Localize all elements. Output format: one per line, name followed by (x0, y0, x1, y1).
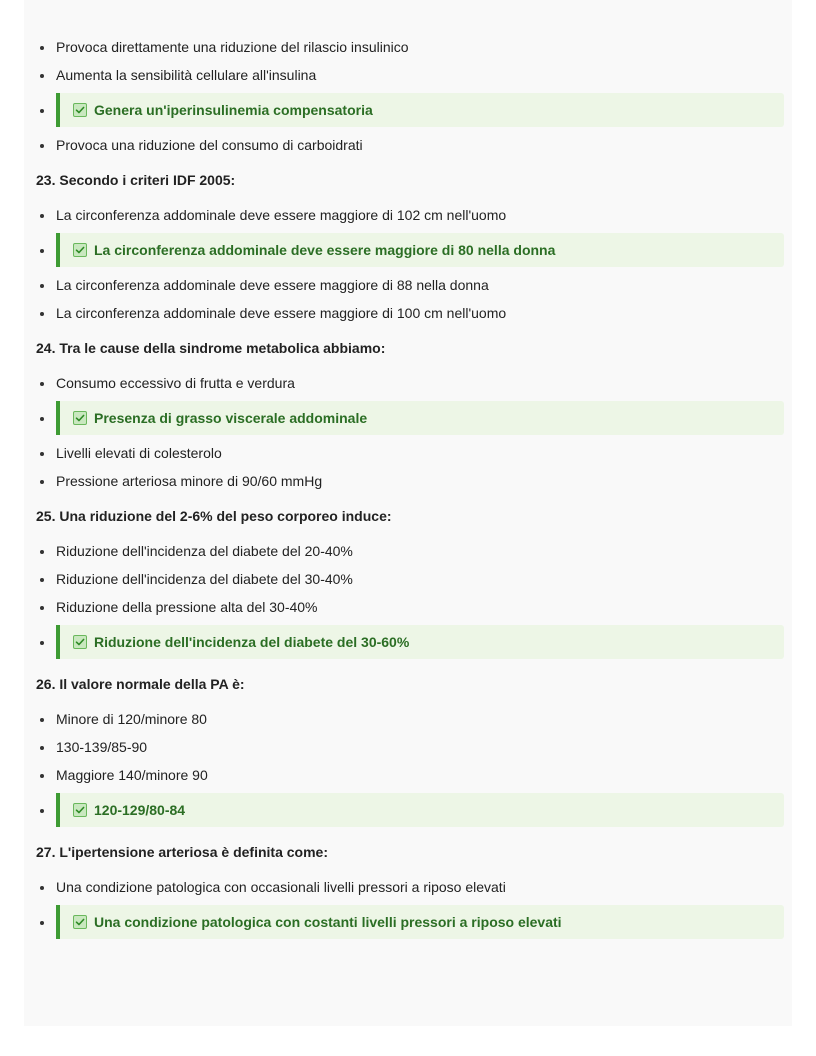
answer-list (36, 201, 792, 327)
check-box-icon (73, 411, 87, 425)
list-item-correct (36, 397, 792, 439)
list-item (36, 537, 792, 565)
list-item (36, 733, 792, 761)
check-box-icon (73, 803, 87, 817)
answer-list (36, 705, 792, 831)
check-box-icon (73, 103, 87, 117)
list-item (36, 439, 792, 467)
answer-text: Una condizione patologica con occasionali livelli pressori a riposo elevati (56, 879, 506, 895)
list-item-correct (36, 229, 792, 271)
list-item (36, 565, 792, 593)
list-item (36, 299, 792, 327)
answer-text: La circonferenza addominale deve essere maggiore di 102 cm nell'uomo (56, 207, 507, 223)
list-item-correct (36, 89, 792, 131)
list-item (36, 271, 792, 299)
answer-text: Livelli elevati di colesterolo (56, 445, 222, 461)
answer-text: Provoca direttamente una riduzione del rilascio insulinico (56, 39, 409, 55)
correct-answer-text: La circonferenza addominale deve essere maggiore di 80 nella donna (94, 242, 556, 258)
answer-list (36, 369, 792, 495)
list-item (36, 201, 792, 229)
answer-text: Minore di 120/minore 80 (56, 711, 207, 727)
question-title: 26. Il valore normale della PA è: (36, 676, 245, 692)
question-title: 23. Secondo i criteri IDF 2005: (36, 172, 236, 188)
answer-text: Consumo eccessivo di frutta e verdura (56, 375, 295, 391)
quiz-page (24, 0, 792, 1026)
correct-answer-callout (56, 905, 784, 939)
check-box-icon (73, 243, 87, 257)
list-item (36, 0, 792, 61)
question-title: 25. Una riduzione del 2-6% del peso corporeo induce: (36, 508, 392, 524)
list-item (36, 705, 792, 733)
list-item-correct (36, 789, 792, 831)
answer-text: Aumenta la sensibilità cellulare all'insulina (56, 67, 317, 83)
answer-text: Riduzione della pressione alta del 30-40% (56, 599, 318, 615)
list-item (36, 369, 792, 397)
answer-text: Provoca una riduzione del consumo di carboidrati (56, 137, 363, 153)
correct-answer-callout (56, 625, 784, 659)
answer-text: Maggiore 140/minore 90 (56, 767, 208, 783)
answer-text: Pressione arteriosa minore di 90/60 mmHg (56, 473, 323, 489)
list-item-correct (36, 621, 792, 663)
list-item-correct (36, 901, 792, 943)
answer-text: La circonferenza addominale deve essere maggiore di 88 nella donna (56, 277, 489, 293)
answer-list (36, 873, 792, 943)
list-item (36, 873, 792, 901)
correct-answer-callout (56, 793, 784, 827)
list-item (36, 467, 792, 495)
question-title: 24. Tra le cause della sindrome metabolica abbiamo: (36, 340, 386, 356)
answer-text: La circonferenza addominale deve essere maggiore di 100 cm nell'uomo (56, 305, 507, 321)
list-item (36, 131, 792, 159)
correct-answer-callout (56, 401, 784, 435)
answer-text: 130-139/85-90 (56, 739, 148, 755)
correct-answer-text: Riduzione dell'incidenza del diabete del 30-60% (94, 634, 410, 650)
list-item (36, 761, 792, 789)
quiz-content (24, 0, 792, 943)
correct-answer-text: Genera un'iperinsulinemia compensatoria (94, 102, 373, 118)
correct-answer-text: 120-129/80-84 (94, 802, 186, 818)
list-item (36, 61, 792, 89)
check-box-icon (73, 915, 87, 929)
answer-list (36, 0, 792, 159)
correct-answer-callout (56, 93, 784, 127)
correct-answer-callout (56, 233, 784, 267)
answer-text: Riduzione dell'incidenza del diabete del 30-40% (56, 571, 353, 587)
correct-answer-text: Presenza di grasso viscerale addominale (94, 410, 368, 426)
correct-answer-text: Una condizione patologica con costanti livelli pressori a riposo elevati (94, 914, 562, 930)
answer-list (36, 537, 792, 663)
answer-text: Riduzione dell'incidenza del diabete del 20-40% (56, 543, 353, 559)
list-item (36, 593, 792, 621)
question-title: 27. L'ipertensione arteriosa è definita come: (36, 844, 328, 860)
check-box-icon (73, 635, 87, 649)
